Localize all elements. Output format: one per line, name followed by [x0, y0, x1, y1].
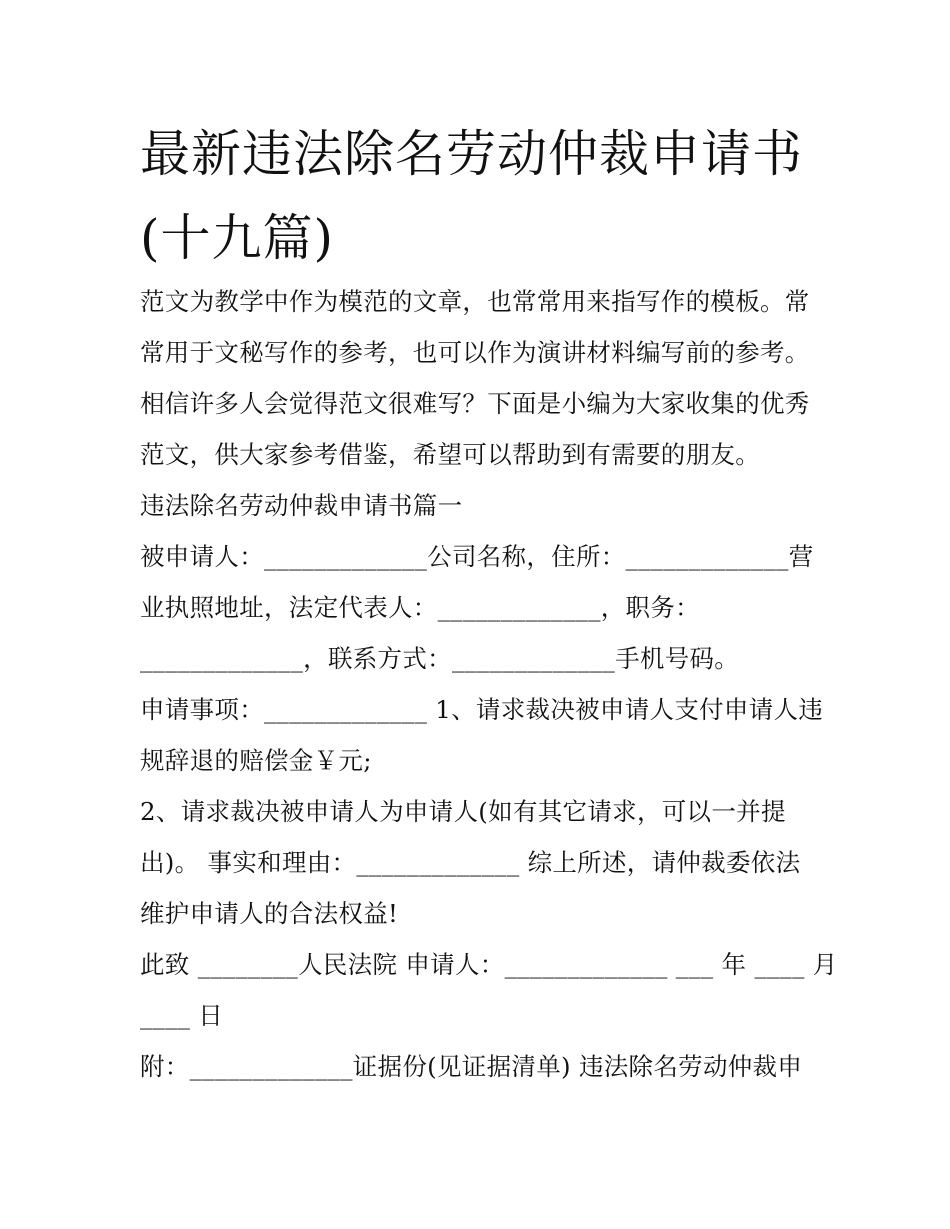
- text-line: 申请事项：_____________ 1、请求裁决被申请人支付申请人违: [140, 695, 824, 724]
- text-line: _____________，联系方式：_____________手机号码。: [140, 644, 740, 673]
- text-line: 维护申请人的合法权益!: [140, 899, 399, 928]
- text-line: 业执照地址，法定代表人：_____________，职务：: [140, 593, 700, 622]
- text-line: 被申请人：_____________公司名称，住所：_____________营: [140, 542, 814, 571]
- document-title: [140, 112, 830, 280]
- text-line: 范文，供大家参考借鉴，希望可以帮助到有需要的朋友。: [140, 440, 760, 469]
- text-line: 规辞退的赔偿金￥元;: [140, 746, 372, 775]
- text-line: 此致 ________人民法院 申请人：_____________ ___ 年 ____ 月: [140, 950, 838, 979]
- title-line-1: 最新违法除名劳动仲裁申请书: [140, 125, 803, 183]
- text-line: 2、请求裁决被申请人为申请人(如有其它请求，可以一并提: [140, 797, 786, 826]
- text-line: ____ 日: [140, 1001, 224, 1030]
- text-line: 相信许多人会觉得范文很难写？下面是小编为大家收集的优秀: [140, 389, 810, 418]
- text-line: 常用于文秘写作的参考，也可以作为演讲材料编写前的参考。: [140, 338, 810, 367]
- document-body: [140, 276, 838, 1092]
- text-line: 范文为教学中作为模范的文章，也常常用来指写作的模板。常: [140, 287, 810, 316]
- text-line: 出)。 事实和理由：_____________ 综上所述，请仲裁委依法: [140, 848, 801, 877]
- title-line-2: (十九篇): [140, 209, 335, 267]
- text-line: 附：_____________证据份(见证据清单) 违法除名劳动仲裁申: [140, 1052, 803, 1081]
- section-heading: 违法除名劳动仲裁申请书篇一: [140, 491, 463, 520]
